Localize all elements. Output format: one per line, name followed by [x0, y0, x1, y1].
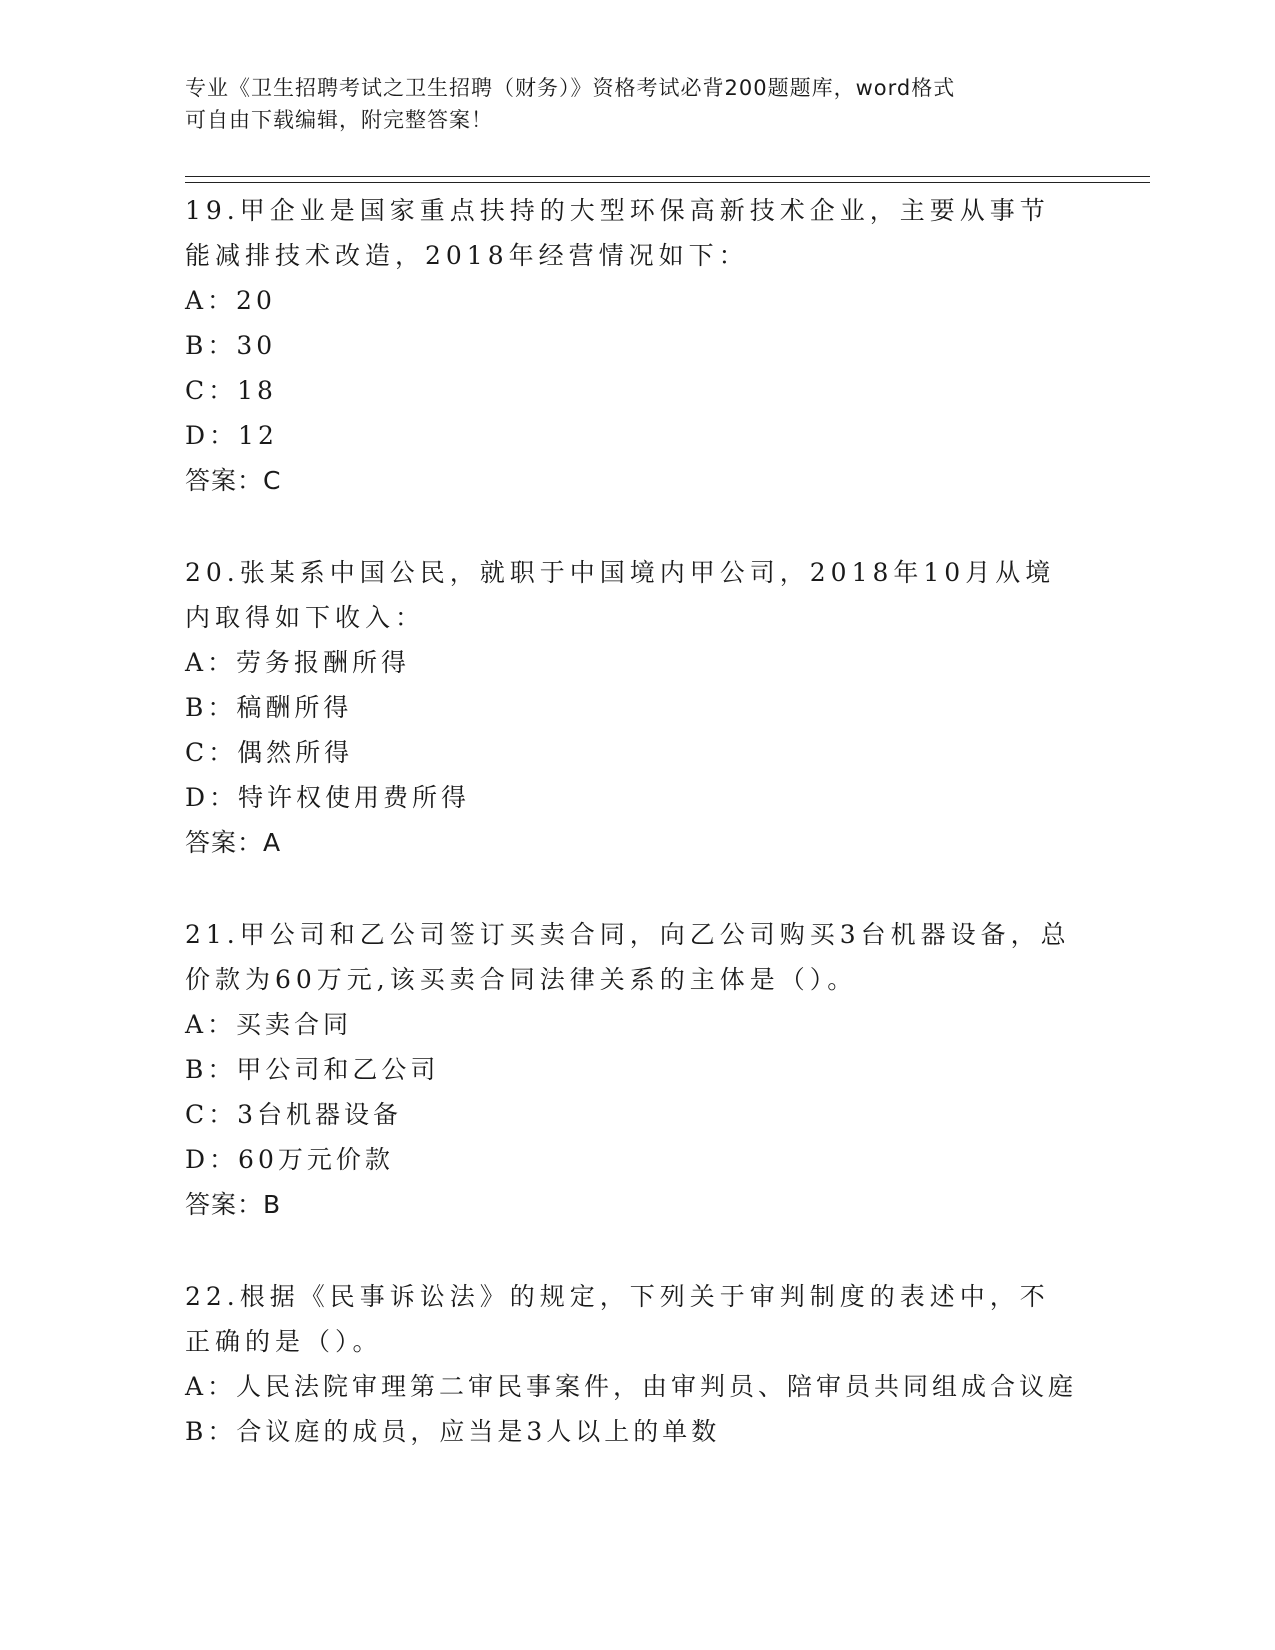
header-title-line-1: 专业《卫生招聘考试之卫生招聘（财务）》资格考试必背200题题库，word格式 [185, 76, 956, 100]
document-header [185, 72, 1065, 136]
option-d: D：12 [185, 421, 278, 450]
option-b: B：甲公司和乙公司 [185, 1055, 440, 1084]
option-b: B：稿酬所得 [185, 693, 353, 722]
answer-line: 答案：C [185, 466, 282, 495]
option-a: A：劳务报酬所得 [185, 648, 411, 677]
option-c: C：偶然所得 [185, 738, 354, 767]
question-stem: 22.根据《民事诉讼法》的规定，下列关于审判制度的表述中，不正确的是（）。 [185, 1282, 1050, 1356]
option-a: A：买卖合同 [185, 1010, 353, 1039]
answer-line: 答案：A [185, 828, 282, 857]
option-b: B：合议庭的成员，应当是3人以上的单数 [185, 1417, 721, 1446]
question-20 [185, 550, 1075, 865]
question-stem: 20.张某系中国公民，就职于中国境内甲公司，2018年10月从境内取得如下收入： [185, 558, 1056, 632]
question-21 [185, 912, 1075, 1227]
question-22 [185, 1274, 1078, 1454]
option-a: A：人民法院审理第二审民事案件，由审判员、陪审员共同组成合议庭 [185, 1372, 1078, 1401]
answer-line: 答案：B [185, 1190, 282, 1219]
question-stem: 19.甲企业是国家重点扶持的大型环保高新技术企业，主要从事节能减排技术改造，2018年经营情况如下： [185, 196, 1050, 270]
header-divider-top [185, 176, 1150, 177]
option-d: D：60万元价款 [185, 1145, 394, 1174]
question-19 [185, 188, 1075, 503]
header-divider-bottom [185, 182, 1150, 183]
question-stem: 21.甲公司和乙公司签订买卖合同，向乙公司购买3台机器设备，总价款为60万元,该买卖合同法律关系的主体是（）。 [185, 920, 1071, 994]
option-a: A：20 [185, 286, 276, 315]
option-d: D：特许权使用费所得 [185, 783, 471, 812]
header-title-line-2: 可自由下载编辑，附完整答案！ [185, 108, 493, 132]
option-b: B：30 [185, 331, 277, 360]
option-c: C：18 [185, 376, 277, 405]
option-c: C：3台机器设备 [185, 1100, 403, 1129]
